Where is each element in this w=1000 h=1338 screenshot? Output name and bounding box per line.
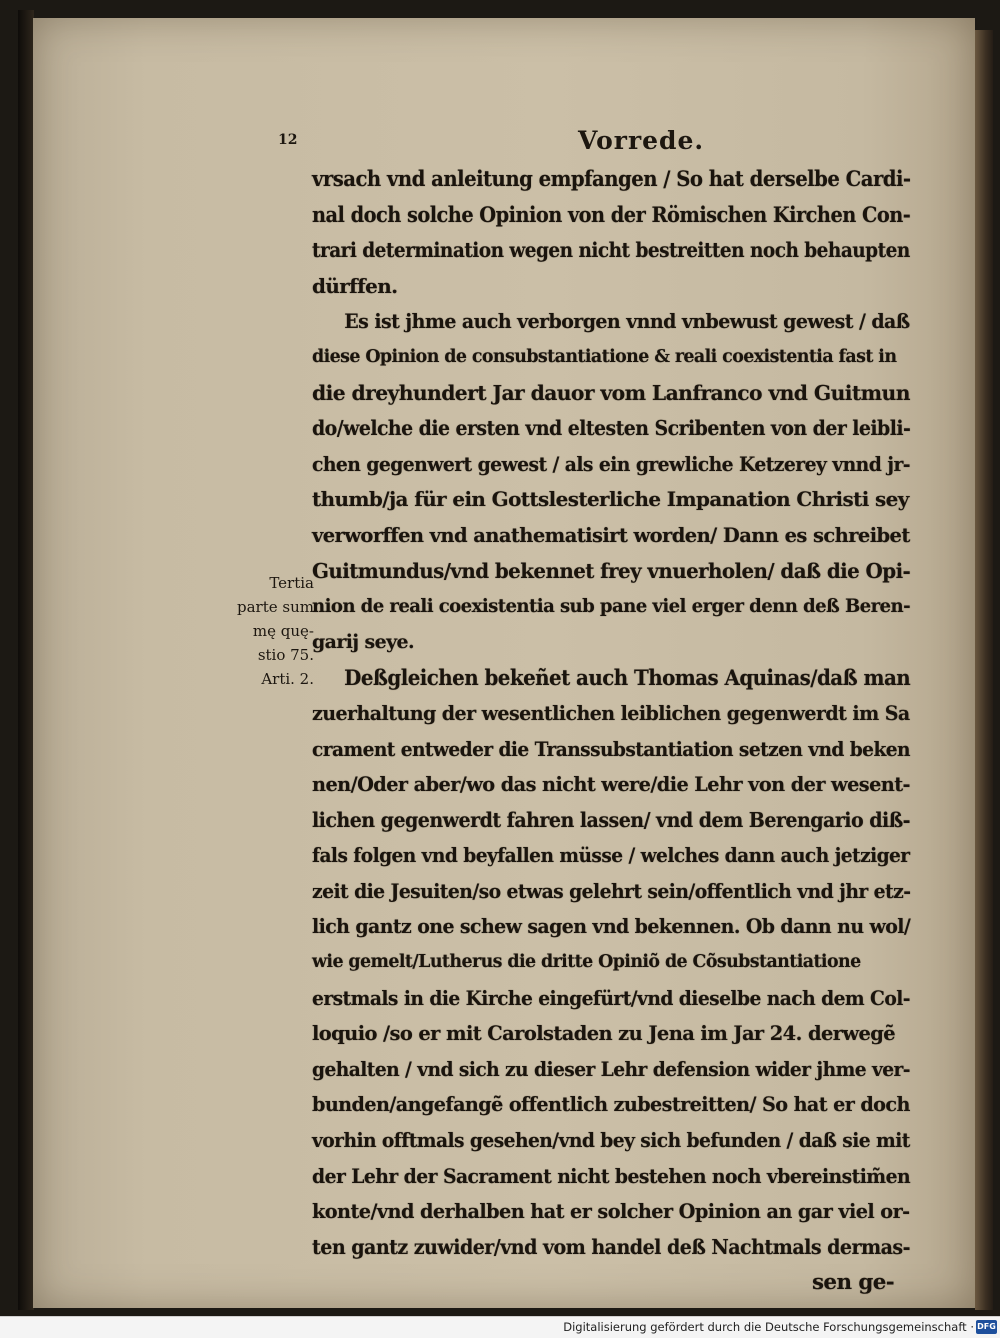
text-line: chen gegenwert gewest / als ein grewliche Ketzerey vnnd jr- (312, 452, 910, 476)
text-line: vrsach vnd anleitung empfangen / So hat derselbe Cardi- (312, 167, 911, 192)
text-line: loquio /so er mit Carolstaden zu Jena im Jar 24. derwegẽ (312, 1022, 896, 1046)
page-edge (975, 30, 993, 1310)
text-line: vorhin offtmals gesehen/vnd bey sich befunden / daß sie mit (312, 1128, 910, 1153)
dfg-logo: DFG (976, 1320, 997, 1334)
text-line: wie gemelt/Lutherus die dritte Opiniõ de Cõsubstantiatione (312, 952, 861, 973)
text-line: der Lehr der Sacrament nicht bestehen noch vbereinstim̃en (312, 1163, 911, 1188)
digitization-footer (0, 1316, 1000, 1338)
running-head: Vorrede. (578, 126, 705, 155)
text-line: zuerhaltung der wesentlichen leiblichen gegenwerdt im Sa (312, 700, 910, 725)
text-line: do/welche die ersten vnd eltesten Scribenten von der leibli- (312, 416, 911, 441)
marginal-note-line: Arti. 2. (261, 670, 314, 688)
page-header (278, 126, 878, 162)
funding-credit: Digitalisierung gefördert durch die Deutsche Forschungsgemeinschaft · (563, 1320, 974, 1334)
text-line: Deßgleichen bekeñet auch Thomas Aquinas/daß man (344, 665, 911, 691)
text-line: lichen gegenwerdt fahren lassen/ vnd dem Berengario diß- (312, 807, 910, 832)
marginal-note-line: Tertia (269, 574, 314, 592)
text-line: die dreyhundert Jar dauor vom Lanfranco vnd Guitmun (312, 380, 910, 405)
text-line: thumb/ja für ein Gottslesterliche Impanation Christi sey (312, 487, 909, 512)
text-line: garij seye. (312, 630, 414, 653)
text-line: gehalten / vnd sich zu dieser Lehr defension wider jhme ver- (312, 1057, 910, 1081)
marginal-note (218, 571, 314, 691)
text-line: ten gantz zuwider/vnd vom handel deß Nachtmals dermas- (312, 1234, 910, 1259)
body-text (312, 162, 912, 1301)
text-line: Guitmundus/vnd bekennet frey vnuerholen/ daß die Opi- (312, 558, 911, 583)
marginal-note-line: mę quę- (252, 622, 314, 640)
page-gutter-shadow (18, 10, 34, 1310)
text-line: nion de reali coexistentia sub pane viel erger denn deß Beren- (312, 596, 911, 618)
text-line: crament entweder die Transsubstantiation setzen vnd beken (312, 737, 910, 761)
folio-number: 12 (278, 132, 298, 148)
text-line: erstmals in die Kirche eingefürt/vnd dieselbe nach dem Col- (312, 985, 910, 1010)
text-line: verworffen vnd anathematisirt worden/ Dann es schreibet (312, 522, 910, 547)
text-line: Es ist jhme auch verborgen vnnd vnbewust gewest / daß (344, 309, 910, 334)
text-line: nen/Oder aber/wo das nicht were/die Lehr von der wesent- (312, 772, 910, 797)
text-line: konte/vnd derhalben hat er solcher Opinion an gar viel or- (312, 1199, 910, 1224)
text-line: fals folgen vnd beyfallen müsse / welches dann auch jetziger (312, 843, 910, 868)
marginal-note-line: stio 75. (257, 646, 314, 664)
text-line: diese Opinion de consubstantiatione & reali coexistentia fast in (312, 346, 897, 367)
text-line: lich gantz one schew sagen vnd bekennen. Ob dann nu wol/ (312, 915, 911, 939)
catchword: sen ge- (811, 1270, 895, 1296)
text-line: nal doch solche Opinion von der Römischen Kirchen Con- (312, 202, 911, 228)
marginal-note-line: parte sum (237, 598, 314, 616)
text-line: bunden/angefangẽ offentlich zubestreitten/ So hat er doch (312, 1093, 910, 1117)
text-line: zeit die Jesuiten/so etwas gelehrt sein/offentlich vnd jhr etz- (312, 879, 911, 903)
text-line: dürffen. (312, 273, 398, 298)
text-line: trari determination wegen nicht bestreitten noch behaupten (312, 238, 910, 263)
